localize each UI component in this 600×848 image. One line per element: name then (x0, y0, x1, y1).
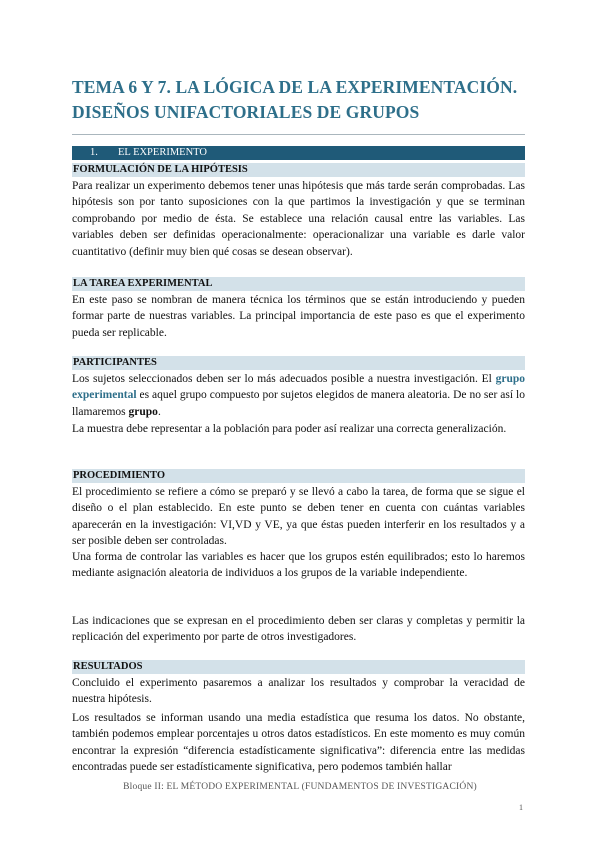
subheading-tarea: LA TAREA EXPERIMENTAL (72, 277, 525, 291)
section-number: 1. (90, 147, 98, 158)
page-number: 1 (519, 803, 523, 812)
paragraph-participantes-2: La muestra debe representar a la población para poder así realizar una correcta generalización. (72, 423, 507, 435)
paragraph-procedimiento-3: Las indicaciones que se expresan en el procedimiento deben ser claras y completas y permitir la replicación del experimento por parte de otros investigadores. (72, 615, 525, 644)
participantes-text-b: es aquel grupo compuesto por sujetos elegidos de manera aleatoria. De no ser así lo llamaremos (72, 389, 525, 418)
term-grupo-experimental: grupo experimental (72, 373, 525, 402)
page-footer: Bloque II: EL MÉTODO EXPERIMENTAL (FUNDAMENTOS DE INVESTIGACIÓN) (123, 782, 477, 792)
paragraph-procedimiento-1: El procedimiento se refiere a cómo se preparó y se llevó a cabo la tarea, de forma que se sigue el diseño o el plan establecido. En este punto se deben tener en cuenta con cuántas variables aparecerán en la investigación: VI,VD y VE, ya que éstas pueden interferir en los resultados y a ser posible deben ser controladas. (72, 486, 525, 548)
page-title (72, 75, 532, 125)
subheading-resultados: RESULTADOS (72, 660, 525, 674)
section-label: EL EXPERIMENTO (118, 147, 207, 158)
subheading-hipotesis: FORMULACIÓN DE LA HIPÓTESIS (72, 163, 525, 177)
paragraph-procedimiento-2: Una forma de controlar las variables es hacer que los grupos estén equilibrados; esto lo haremos mediante asignación aleatoria de individuos a los grupos de la variable independiente. (72, 551, 525, 580)
paragraph-hipotesis: Para realizar un experimento debemos tener unas hipótesis que más tarde serán comprobadas. Las hipótesis son por tanto suposiciones con la que partimos la investigación y que se terminan comprobando por medio de ésta. Se establece una relación causal entre las variables. Las variables deben ser definidas operacionalmente: operacionalizar una variable es darle valor cuantitativo (definir muy bien qué cosas se desean observar). (72, 180, 525, 258)
paragraph-tarea: En este paso se nombran de manera técnica los términos que se están introduciendo y pueden formar parte de nuestras variables. La principal importancia de este paso es que el experimento pueda ser replicable. (72, 294, 525, 339)
participantes-text-c: . (157, 405, 161, 418)
participantes-text-a: Los sujetos seleccionados deben ser lo más adecuados posible a nuestra investigación. El (72, 373, 496, 385)
section-heading (72, 146, 525, 160)
subheading-procedimiento: PROCEDIMIENTO (72, 469, 525, 483)
paragraph-participantes-1 (72, 371, 525, 420)
title-line-1: TEMA 6 Y 7. LA LÓGICA DE LA EXPERIMENTACIÓN. (72, 77, 518, 97)
title-divider (72, 134, 525, 135)
title-line-2: DISEÑOS UNIFACTORIALES DE GRUPOS (72, 102, 420, 122)
subheading-participantes: PARTICIPANTES (72, 356, 525, 370)
paragraph-resultados-2: Los resultados se informan usando una media estadística que resuma los datos. No obstante, también podemos emplear porcentajes u otros datos estadísticos. En este momento es muy común encontrar la expresión “diferencia estadísticamente significativa”: diferencia entre las medidas encontradas puede ser estadísticamente significativa, pero podemos también hallar (72, 712, 525, 774)
paragraph-resultados-1: Concluido el experimento pasaremos a analizar los resultados y comprobar la veracidad de nuestra hipótesis. (72, 677, 525, 706)
term-grupo: grupo (128, 405, 158, 418)
